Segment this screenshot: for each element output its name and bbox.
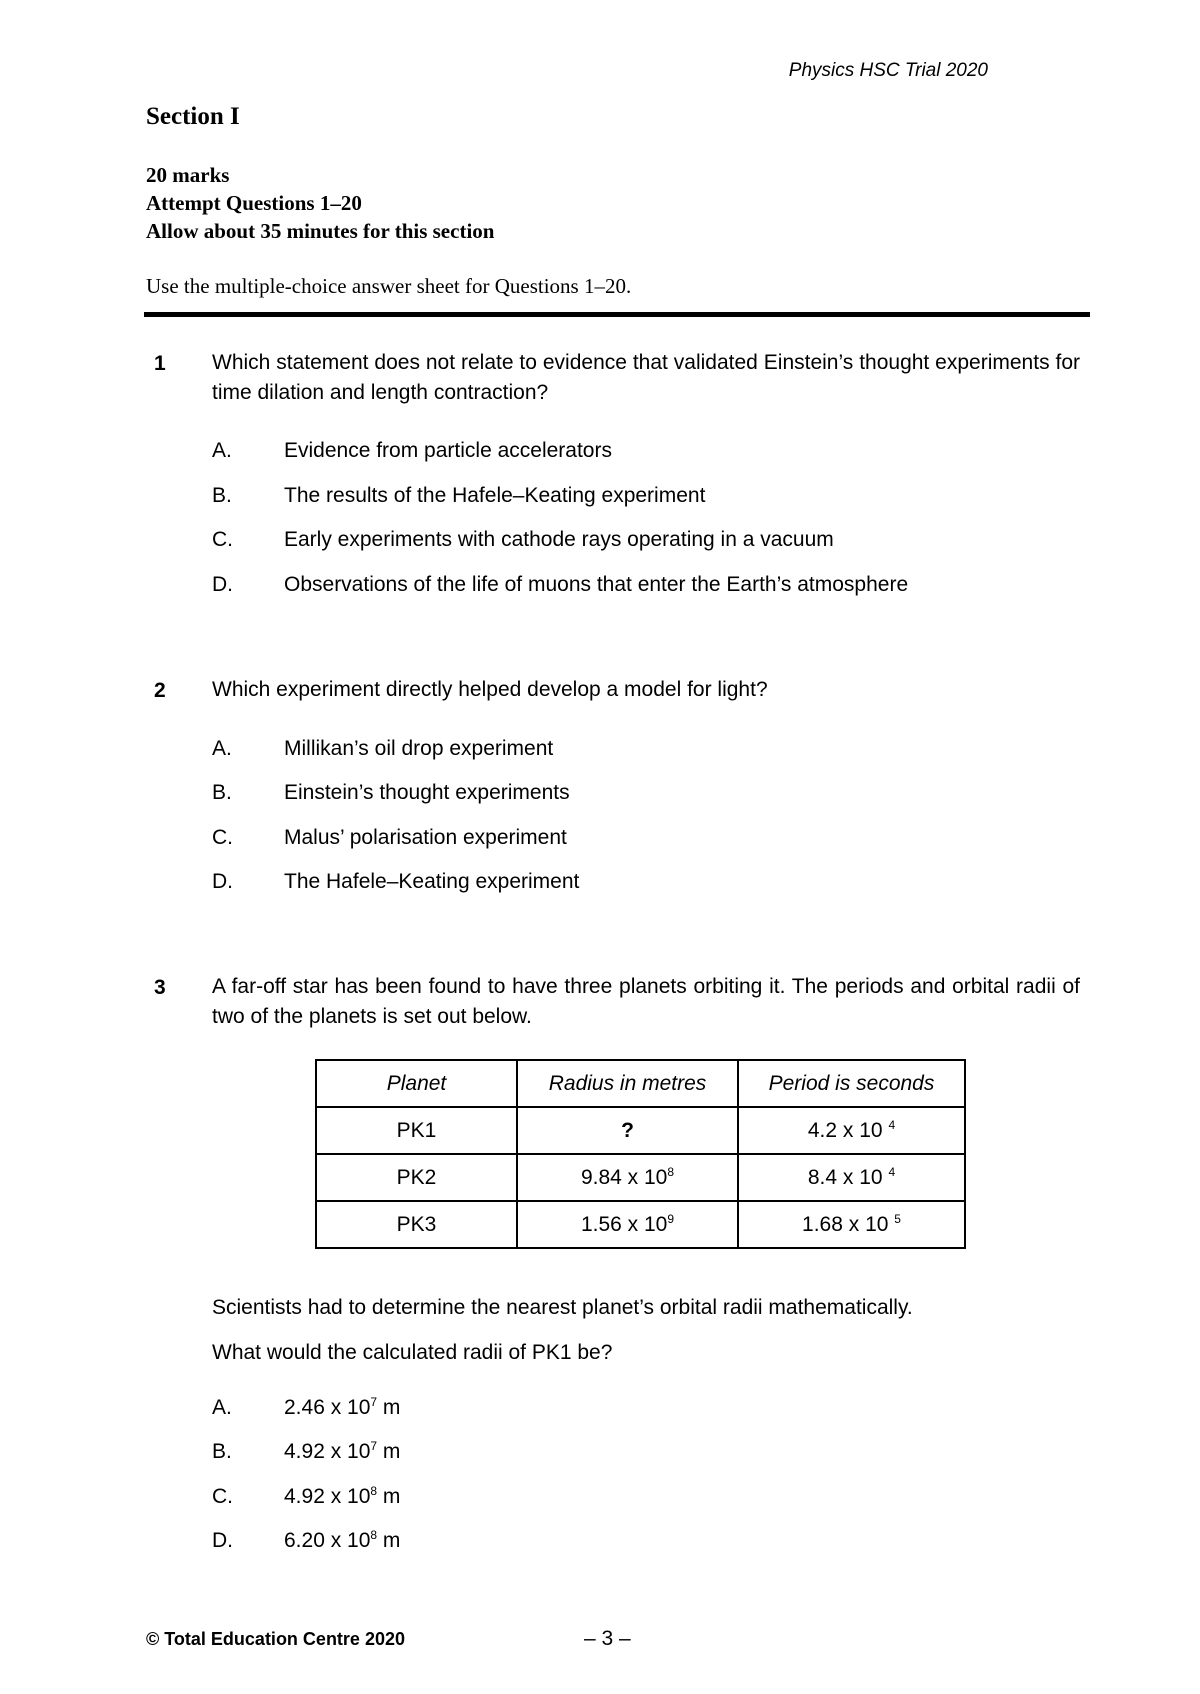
footer-copyright: © Total Education Centre 2020 bbox=[146, 1629, 405, 1649]
option-letter: D. bbox=[212, 573, 233, 596]
option-letter: C. bbox=[212, 528, 233, 551]
section-marks: 20 marks bbox=[146, 163, 230, 187]
option-letter: C. bbox=[212, 826, 233, 849]
option-letter: A. bbox=[212, 1396, 232, 1419]
table-cell: 1.56 x $10^9$ bbox=[517, 1201, 738, 1248]
table-row bbox=[316, 1154, 965, 1201]
option-letter: C. bbox=[212, 1485, 233, 1508]
option-letter: B. bbox=[212, 1440, 232, 1463]
table-cell: 4.2 x 10 $^4$ bbox=[738, 1107, 965, 1154]
option-text: The Hafele–Keating experiment bbox=[284, 870, 580, 893]
option-letter: B. bbox=[212, 484, 232, 507]
table-header-cell: Radius in metres bbox=[517, 1060, 738, 1107]
table-cell: PK2 bbox=[316, 1154, 517, 1201]
option-text: Early experiments with cathode rays operating in a vacuum bbox=[284, 528, 834, 551]
question-number: 1 bbox=[154, 352, 166, 375]
question-number: 2 bbox=[154, 679, 166, 702]
option-text: Observations of the life of muons that enter the Earth’s atmosphere bbox=[284, 573, 909, 596]
section-instruction: Use the multiple-choice answer sheet for Questions 1–20. bbox=[146, 274, 632, 298]
option-letter: D. bbox=[212, 1529, 233, 1552]
option-text: 6.20 x $10^8$ m bbox=[284, 1528, 401, 1552]
page-number: – 3 – bbox=[584, 1627, 631, 1650]
section-attempt: Attempt Questions 1–20 bbox=[146, 191, 362, 215]
table-header-cell: Period is seconds bbox=[738, 1060, 965, 1107]
table-cell: 8.4 x 10 $^4$ bbox=[738, 1154, 965, 1201]
table-cell: 9.84 x $10^8$ bbox=[517, 1154, 738, 1201]
option-letter: A. bbox=[212, 737, 232, 760]
question-text: A far-off star has been found to have three planets orbiting it. The periods and orbital radii of two of the planets is set out below. bbox=[212, 975, 1080, 1028]
table-header-cell: Planet bbox=[316, 1060, 517, 1107]
question-followup: Scientists had to determine the nearest planet’s orbital radii mathematically. bbox=[212, 1296, 913, 1319]
running-header: Physics HSC Trial 2020 bbox=[788, 60, 988, 81]
option-letter: D. bbox=[212, 870, 233, 893]
planet-data-table bbox=[315, 1059, 966, 1249]
table-row bbox=[316, 1107, 965, 1154]
question-number: 3 bbox=[154, 976, 166, 999]
section-time: Allow about 35 minutes for this section bbox=[146, 219, 495, 243]
table-cell: 1.68 x 10 $^5$ bbox=[738, 1201, 965, 1248]
question-text: Which experiment directly helped develop a model for light? bbox=[212, 678, 768, 701]
option-text: Millikan’s oil drop experiment bbox=[284, 737, 554, 760]
table-row bbox=[316, 1201, 965, 1248]
table-cell: ? bbox=[517, 1107, 738, 1154]
option-letter: A. bbox=[212, 439, 232, 462]
option-text: Evidence from particle accelerators bbox=[284, 439, 612, 462]
table-cell: PK1 bbox=[316, 1107, 517, 1154]
option-text: 2.46 x $10^7$ m bbox=[284, 1395, 401, 1419]
option-letter: B. bbox=[212, 781, 232, 804]
option-text: 4.92 x $10^7$ m bbox=[284, 1439, 401, 1463]
question-text: Which statement does not relate to evidence that validated Einstein’s thought experiments for time dilation and length contraction? bbox=[212, 351, 1080, 404]
option-text: Einstein’s thought experiments bbox=[284, 781, 570, 804]
table-header-row bbox=[316, 1060, 965, 1107]
section-divider bbox=[144, 312, 1090, 317]
section-title: Section I bbox=[146, 103, 240, 130]
option-text: 4.92 x $10^8$ m bbox=[284, 1484, 401, 1508]
option-text: Malus’ polarisation experiment bbox=[284, 826, 567, 849]
question-prompt: What would the calculated radii of PK1 be? bbox=[212, 1341, 613, 1364]
option-text: The results of the Hafele–Keating experiment bbox=[284, 484, 706, 507]
table-cell: PK3 bbox=[316, 1201, 517, 1248]
